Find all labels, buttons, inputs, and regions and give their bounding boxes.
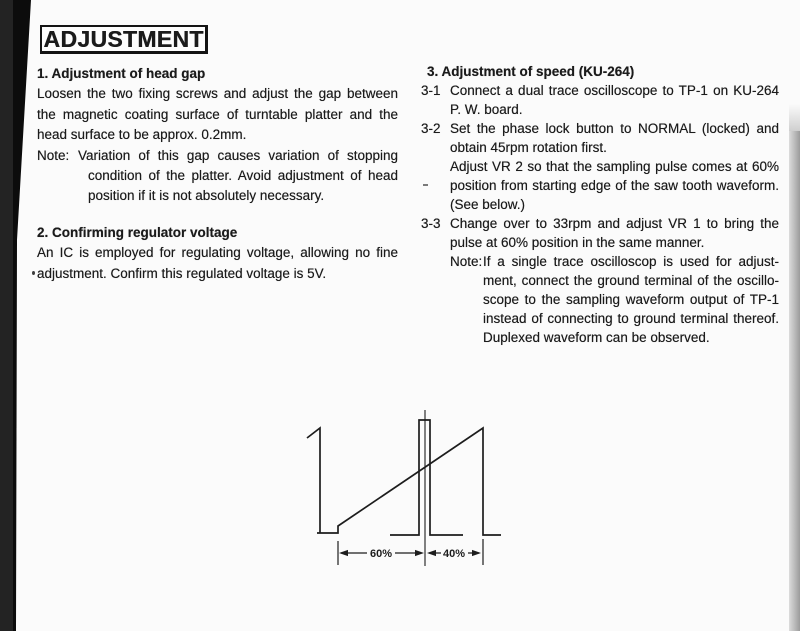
section-1-line: head surface to be approx. 0.2mm. xyxy=(37,127,247,143)
right-column xyxy=(421,62,779,347)
note-line: scope to the sampling waveform output of TP-1 xyxy=(483,292,779,307)
label-60-percent: 60% xyxy=(369,548,393,560)
note-line: ment, connect the ground terminal of the oscillo- xyxy=(483,273,779,288)
step-line: position from starting edge of the saw tooth waveform. xyxy=(450,178,779,193)
note-line: Duplexed waveform can be observed. xyxy=(483,330,710,345)
step-line: Adjust VR 2 so that the sampling pulse comes at 60% xyxy=(450,159,779,174)
title-box xyxy=(40,25,208,54)
note-label: Note: xyxy=(37,147,70,163)
step-line: P. W. board. xyxy=(450,102,523,117)
step-line: Connect a dual trace oscilloscope to TP-1 on KU-264 xyxy=(450,83,779,98)
note-line: condition of the platter. Avoid adjustment of head xyxy=(88,168,398,184)
section-2-line: An IC is employed for regulating voltage, allowing no fine xyxy=(37,245,398,261)
note-line: If a single trace oscilloscop is used for adjust- xyxy=(483,254,779,269)
note-body xyxy=(483,252,779,347)
waveform-diagram xyxy=(280,400,520,580)
left-column xyxy=(37,64,398,284)
arrow-right-icon xyxy=(472,550,481,556)
label-40-percent: 40% xyxy=(442,548,466,560)
scan-edge-right-strip xyxy=(789,130,800,631)
section-2-line: adjustment. Confirm this regulated voltage is 5V. xyxy=(37,265,327,281)
waveform-svg xyxy=(280,400,520,580)
arrow-left-icon xyxy=(427,550,436,556)
step-3-1 xyxy=(421,81,779,119)
section-2-heading: 2. Confirming regulator voltage xyxy=(37,224,238,240)
section-1-line: Loosen the two fixing screws and adjust the gap between xyxy=(37,86,398,102)
arrow-right-icon xyxy=(415,550,424,556)
step-line: (See below.) xyxy=(450,197,526,212)
step-3-2 xyxy=(421,119,779,214)
page-title: ADJUSTMENT xyxy=(43,25,204,52)
scan-speck-dot xyxy=(32,271,35,275)
section-1-heading: 1. Adjustment of head gap xyxy=(37,66,206,81)
step-label: 3-1 xyxy=(421,83,441,98)
note-line: Variation of this gap causes variation of stopping xyxy=(78,147,398,163)
step-3-3 xyxy=(421,214,779,347)
step-3-3-note xyxy=(450,252,779,347)
note-line: instead of connecting to ground terminal thereof. xyxy=(483,311,779,326)
section-1-note xyxy=(37,146,398,207)
note-line: position if it is not absolutely necessary. xyxy=(88,188,325,204)
step-label: 3-2 xyxy=(421,121,441,136)
section-3-heading: 3. Adjustment of speed (KU-264) xyxy=(427,64,635,79)
step-body xyxy=(450,214,779,347)
section-1-line: the magnetic coating surface of turntable platter and the xyxy=(37,106,398,122)
step-line: Set the phase lock button to NORMAL (locked) and xyxy=(450,121,779,136)
scan-edge-left-strip xyxy=(0,0,14,631)
step-label: 3-3 xyxy=(421,216,441,231)
sawtooth-previous-cycle xyxy=(307,428,320,533)
step-line: pulse at 60% position in the same manner. xyxy=(450,235,705,250)
sampling-pulse xyxy=(390,420,463,535)
note-body xyxy=(78,146,398,207)
step-body xyxy=(450,81,779,119)
step-line: obtain 45rpm rotation first. xyxy=(450,140,607,155)
step-body xyxy=(450,119,779,214)
sawtooth-main-ramp xyxy=(317,428,501,535)
step-line: Change over to 33rpm and adjust VR 1 to bring the xyxy=(450,216,779,231)
scan-speck-dash xyxy=(423,184,428,186)
note-label: Note: xyxy=(450,254,483,269)
scan-edge-right-fade xyxy=(789,104,800,131)
arrow-left-icon xyxy=(339,550,348,556)
